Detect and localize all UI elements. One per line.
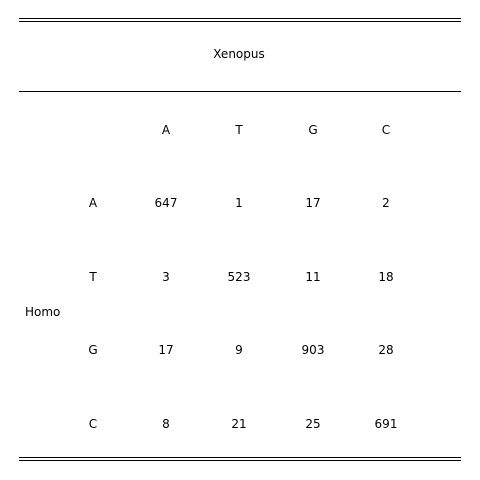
column-group-label: Xenopus: [213, 47, 265, 61]
table-cell: 18: [378, 270, 394, 284]
table-cell: 9: [235, 343, 243, 357]
table-cell: 17: [305, 196, 321, 210]
row-label: A: [88, 196, 98, 210]
bottom-rule: [19, 457, 461, 458]
table-cell: 903: [301, 343, 325, 357]
column-header: G: [308, 123, 318, 137]
table-cell: 3: [162, 270, 170, 284]
table-cell: 523: [227, 270, 251, 284]
column-header: T: [235, 123, 243, 137]
row-group-label: Homo: [25, 305, 61, 319]
table-cell: 647: [154, 196, 178, 210]
column-header: A: [161, 123, 171, 137]
table-cell: 1: [235, 196, 243, 210]
top-rule: [19, 21, 461, 22]
header-rule: [19, 91, 461, 92]
table-cell: 8: [162, 417, 170, 431]
bottom-rule: [19, 460, 461, 461]
table-cell: 28: [378, 343, 394, 357]
table-cell: 21: [231, 417, 247, 431]
table-cell: 17: [158, 343, 174, 357]
table-cell: 691: [374, 417, 398, 431]
row-label: T: [89, 270, 97, 284]
table-cell: 11: [305, 270, 321, 284]
table-cell: 2: [382, 196, 390, 210]
row-label: G: [88, 343, 98, 357]
column-header: C: [381, 123, 391, 137]
row-label: C: [88, 417, 98, 431]
top-rule: [19, 18, 461, 19]
table-cell: 25: [305, 417, 321, 431]
